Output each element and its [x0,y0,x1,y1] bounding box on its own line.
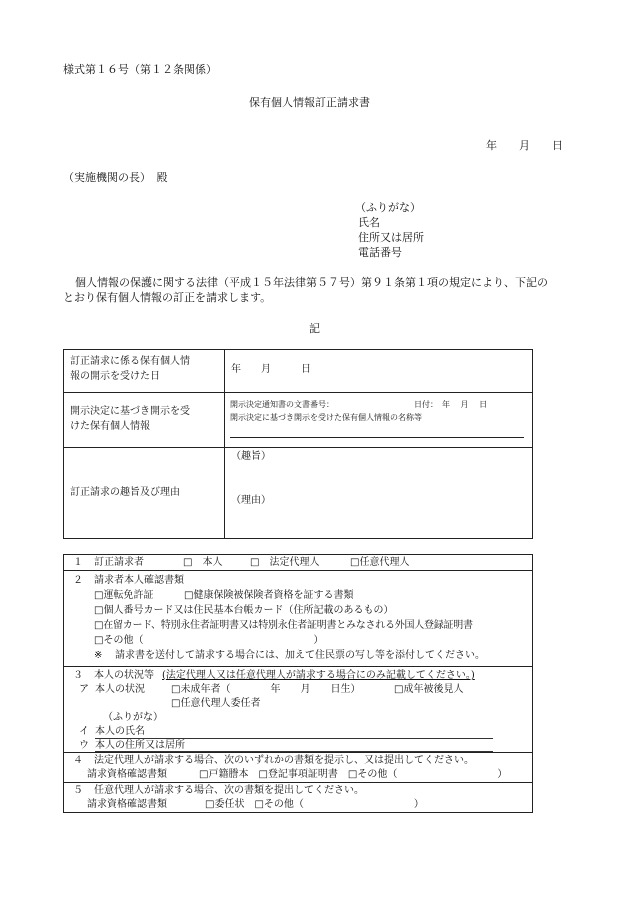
mail-note: 請求書を送付して請求する場合には、加えて住民票の写し等を添付してください。 [115,650,485,661]
section-5-number: ５ [73,785,83,796]
checkbox-drivers-license[interactable]: □運転免許証 [94,590,154,601]
section-2-number: ２ [73,575,83,586]
disclosed-info-label-line2: けた保有個人情報 [70,421,150,432]
checkbox-my-number-card[interactable]: □個人番号カード又は住民基本台帳カード（住所記載のあるもの） [94,605,394,616]
addressee: （実施機関の長） 殿 [63,171,168,184]
table-row-divider [64,392,532,393]
requester-name-label: 氏名 [358,216,380,229]
table-column-divider [224,350,225,538]
date-line: 年 月 日 [486,139,563,152]
section-5-instruction: 任意代理人が請求する場合、次の書類を提出してください。 [94,785,364,796]
intro-line-1: 個人情報の保護に関する法律（平成１５年法律第５７号）第９１条第１項の規定により、下記の [75,276,548,289]
section-divider [64,570,532,571]
section-4-doc-label: 請求資格確認書類 [87,769,167,780]
section-3-number: ３ [73,670,83,681]
info-name-underline [230,437,524,438]
correction-detail-table [63,349,533,539]
purpose-field[interactable]: （趣旨） [231,451,271,462]
principal-address-line [95,751,493,752]
principal-furigana-label: （ふりがな） [103,712,163,723]
disclosure-date-label-line1: 訂正請求に係る保有個人情 [70,356,190,367]
form-number: 様式第１６号（第１２条関係） [63,63,217,76]
table-row-divider [64,447,532,448]
section-4-instruction: 法定代理人が請求する場合、次のいずれかの書類を提示し、又は提出してください。 [94,755,474,766]
reason-field[interactable]: （理由） [231,495,271,506]
checkbox-legal-agent[interactable]: □ 法定代理人 [250,557,320,568]
section-5-doc-label: 請求資格確認書類 [87,799,167,810]
item-a-label: 本人の状況 [95,684,145,695]
disclosed-info-label-line1: 開示決定に基づき開示を受 [70,406,190,417]
section-1-number: １ [73,557,83,568]
requester-address-label: 住所又は居所 [358,231,424,244]
item-a-mark: ア [79,684,89,695]
item-u-mark: ウ [79,740,89,751]
checkbox-voluntary-agent[interactable]: □任意代理人 [350,557,410,568]
section-1-label: 訂正請求者 [94,557,144,568]
checkbox-self[interactable]: □ 本人 [183,557,223,568]
section-3-label: 本人の状況等 [94,670,154,681]
requester-furigana-label: （ふりがな） [355,201,421,214]
intro-line-2: とおり保有個人情報の訂正を請求します。 [63,291,272,304]
disclosure-date-value[interactable]: 年 月 日 [231,364,311,375]
section-2-label: 請求者本人確認書類 [94,575,184,586]
notice-document-number-field[interactable]: 開示決定通知書の文書番号： [230,400,334,409]
requester-phone-label: 電話番号 [358,246,402,259]
section-divider [64,752,532,753]
section-4-number: ４ [73,755,83,766]
checkbox-health-insurance[interactable]: □健康保険被保険者資格を証する書類 [184,590,354,601]
checkbox-other-id[interactable]: □その他（ ） [94,635,324,646]
principal-name-label[interactable]: 本人の氏名 [95,726,145,737]
disclosure-date-label-line2: 報の開示を受けた日 [70,371,160,382]
checkbox-voluntary-principal[interactable]: □任意代理人委任者 [171,698,261,709]
purpose-reason-label: 訂正請求の趣旨及び理由 [70,487,180,498]
checkbox-adult-ward[interactable]: □成年被後見人 [394,684,464,695]
principal-address-label[interactable]: 本人の住所又は居所 [95,740,185,751]
note-mark: ※ [94,650,103,661]
notice-date-field[interactable]: 日付： 年 月 日 [414,400,488,409]
section-divider [64,666,532,667]
disclosed-info-name-field[interactable]: 開示決定に基づき開示を受けた保有個人情報の名称等 [230,413,422,422]
checkbox-residence-card[interactable]: □在留カード、特別永住者証明書又は特別永住者証明書とみなされる外国人登録証明書 [94,620,473,631]
item-i-mark: イ [79,726,89,737]
section-5-doc-options[interactable]: □委任状 □その他（ ） [205,799,424,810]
ki-heading: 記 [309,322,320,335]
section-divider [64,782,532,783]
checkbox-minor[interactable]: □未成年者（ 年 月 日生） [171,684,361,695]
document-title: 保有個人情報訂正請求書 [249,96,370,109]
section-3-note: (法定代理人又は任意代理人が請求する場合にのみ記載してください。) [162,670,475,681]
section-4-doc-options[interactable]: □戸籍謄本 □登記事項証明書 □その他（ ） [199,769,508,780]
requester-info-table [63,554,533,813]
